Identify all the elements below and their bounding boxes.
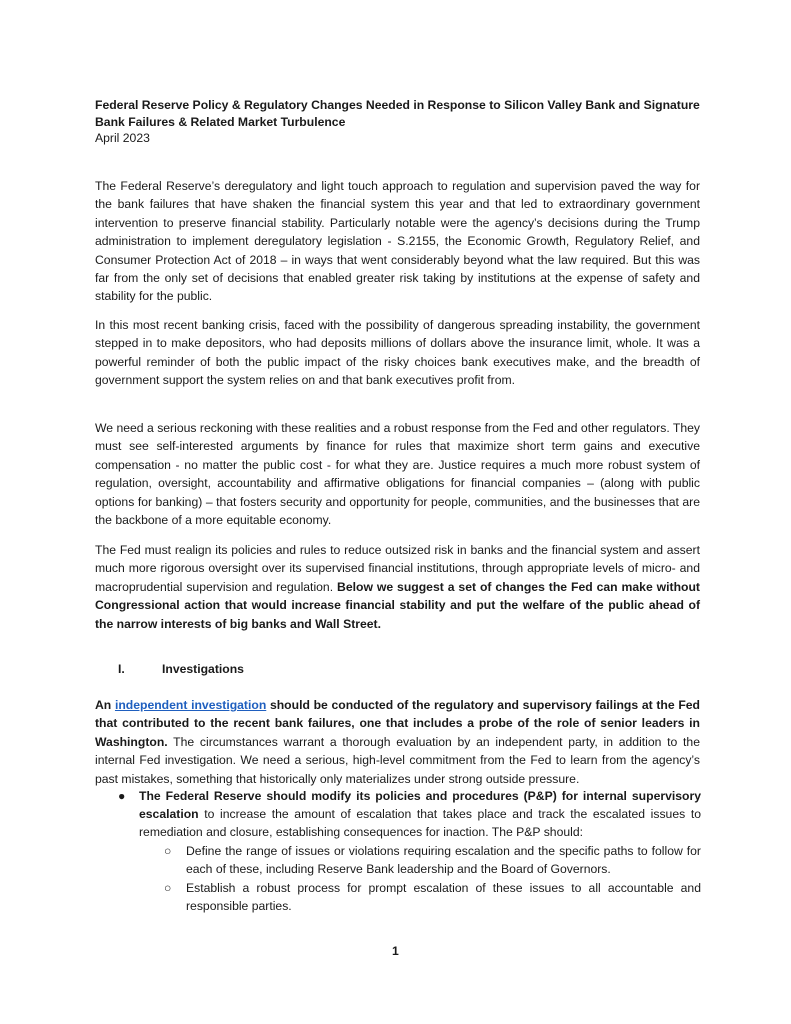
realign-paragraph <box>95 541 700 633</box>
sub-item-text: Establish a robust process for prompt escalation of these issues to all accountable and responsible parties. <box>186 881 701 914</box>
realign-text: The Fed must realign its policies and rules to reduce outsized risk in banks and the financial system and assert much more rigorous oversight over its supervised financial institutions, through appropriate levels of micro- and macroprudential supervision and regulation. <box>95 543 700 594</box>
bullet-bold-text: The Federal Reserve should modify its policies and procedures (P&P) for internal supervisory escalation <box>139 789 701 822</box>
section-number: I. <box>118 662 125 676</box>
sub-item-text: Define the range of issues or violations requiring escalation and the specific paths to follow for each of these, including Reserve Bank leadership and the Board of Governors. <box>186 844 701 877</box>
section-title: Investigations <box>162 662 244 676</box>
investigation-paragraph <box>95 696 700 788</box>
circle-bullet-icon: ○ <box>164 844 172 858</box>
independent-investigation-link[interactable]: independent investigation <box>114 698 267 712</box>
bullet-text <box>139 787 701 842</box>
intro-paragraph: The Federal Reserve’s deregulatory and light touch approach to regulation and supervision paved the way for the bank failures that have shaken the financial system this year and that led to extraordinary government intervention to preserve financial stability. Particularly notable were the agency’s decisions during the Trump administration to implement deregulatory legislation - S.2155, the Economic Growth, Regulatory Relief, and Consumer Protection Act of 2018 – in ways that went considerably beyond what the law required. But this was far from the only set of decisions that enabled greater risk taking by institutions at the expense of safety and stability for the public. <box>95 179 700 304</box>
page-number: 1 <box>392 944 399 958</box>
sub-list-item <box>164 879 701 915</box>
list-item <box>118 787 701 842</box>
bullet-icon: ● <box>118 789 126 803</box>
sub-list-item <box>164 842 701 878</box>
document-date: April 2023 <box>95 131 150 145</box>
investigation-text: The circumstances warrant a thorough evaluation by an independent party, in addition to the internal Fed investigation. We need a serious, high-level commitment from the Fed to learn from the agency’s past mistakes, something that historically only materializes under strong outside pressure. <box>95 734 700 786</box>
reckoning-paragraph: We need a serious reckoning with these realities and a robust response from the Fed and other regulators. They must see self-interested arguments by finance for rules that maximize short term gains and executive compensation - no matter the public cost - for what they are. Justice requires a much more robust system of regulation, oversight, accountability and affirmative obligations for financial companies – (along with public options for banking) – that fosters security and opportunity for people, communities, and the businesses that are the backbone of a more equitable economy. <box>95 421 700 528</box>
investigation-lead: An <box>95 698 115 712</box>
circle-bullet-icon: ○ <box>164 881 172 895</box>
document-title: Federal Reserve Policy & Regulatory Changes Needed in Response to Silicon Valley Bank and Signature Bank Failures & Related Market Turbulence <box>95 98 700 129</box>
section-heading <box>118 662 244 676</box>
bullet-plain-text: to increase the amount of escalation that takes place and track the escalated issues to remediation and closure, establishing consequences for inaction. The P&P should: <box>139 807 701 840</box>
crisis-paragraph: In this most recent banking crisis, faced with the possibility of dangerous spreading instability, the government stepped in to make depositors, who had deposits millions of dollars above the insurance limit, whole. It was a powerful reminder of both the public impact of the risky choices bank executives make, and the breadth of government support the system relies on and that bank executives profit from. <box>95 318 700 388</box>
investigation-bold-text: should be conducted of the regulatory and supervisory failings at the Fed that contributed to the recent bank failures, one that includes a probe of the role of senior leaders in Washington. <box>95 698 700 749</box>
realign-bold-text: Below we suggest a set of changes the Fed can make without Congressional action that would increase financial stability and put the welfare of the public ahead of the narrow interests of big banks and Wall Street. <box>95 579 700 631</box>
